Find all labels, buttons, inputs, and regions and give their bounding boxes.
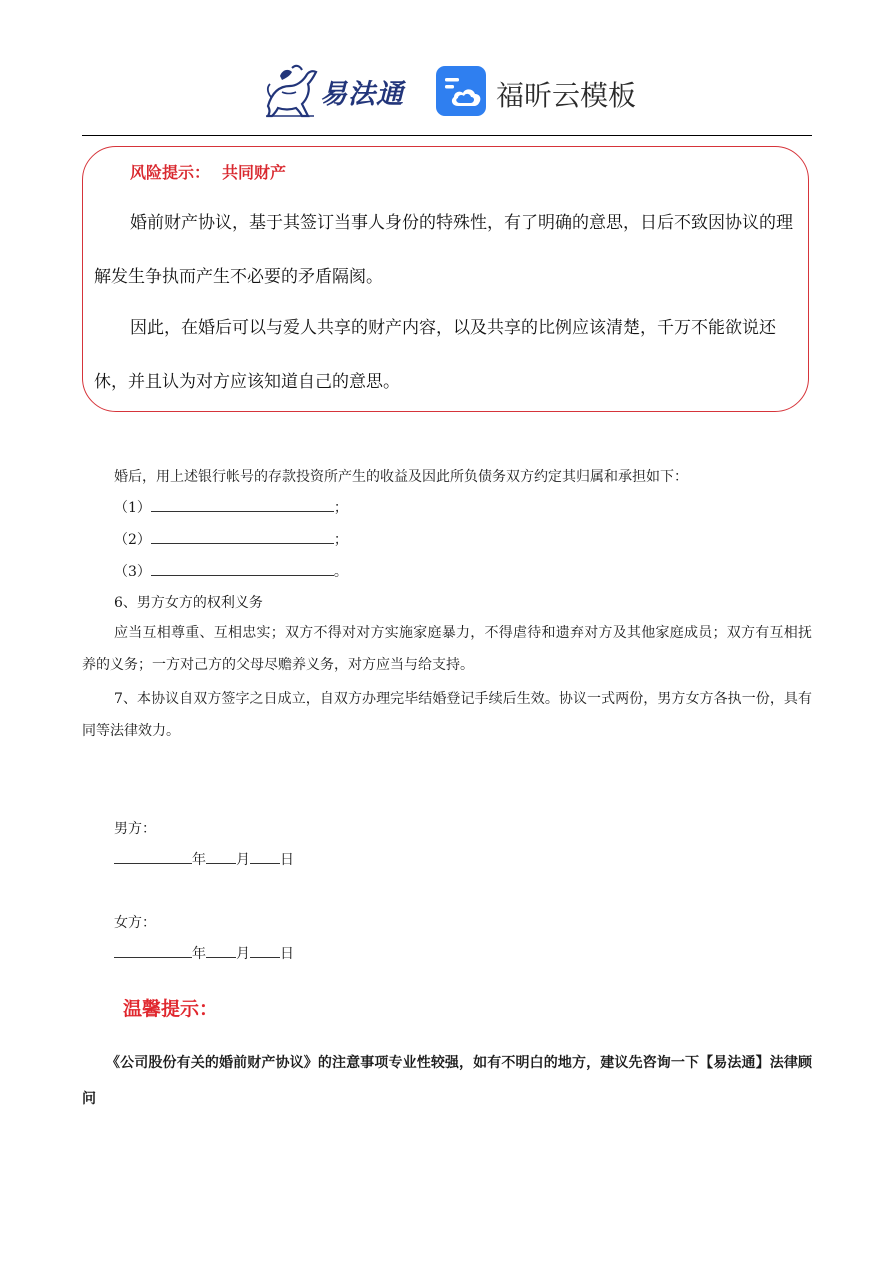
item-number: （1） [114,500,151,516]
fill-blank-line[interactable] [151,529,334,544]
risk-tip-label: 风险提示： [130,163,211,182]
yifatong-logo [262,62,412,118]
section-7-text: 7、本协议自双方签字之日成立，自双方办理完毕结婚登记手续后生效。协议一式两份，男方女方各执一份，具有同等法律效力。 [82,691,812,739]
item-number: （3） [114,564,151,580]
section-6-text: 应当互相尊重、互相忠实；双方不得对对方实施家庭暴力，不得虐待和遗弃对方及其他家庭成员；双方有互相抚养的义务；一方对己方的父母尽赡养义务，对方应当与给支持。 [82,625,812,673]
fill-blank-line[interactable] [151,561,334,576]
list-item [114,561,348,581]
month-blank[interactable] [206,849,236,864]
warm-tip-title: 温馨提示： [123,998,219,1020]
month-label: 月 [236,852,250,868]
male-party-label: 男方： [114,821,156,837]
list-item [114,497,348,517]
fill-blank-line[interactable] [151,497,334,512]
day-label: 日 [280,852,294,868]
qilin-emblem-icon [262,62,320,118]
day-blank[interactable] [250,849,280,864]
risk-tip-paragraph: 因此，在婚后可以与爱人共享的财产内容，以及共享的比例应该清楚，千万不能欲说还休，并且认为对方应该知道自己的意思。 [94,318,776,392]
year-label: 年 [192,852,206,868]
item-end-punct: 。 [333,564,348,580]
female-sign-date [114,943,294,963]
fuxin-brand-text: 福昕云模板 [496,79,637,112]
day-label: 日 [280,946,294,962]
income-intro-text: 婚后，用上述银行帐号的存款投资所产生的收益及因此所负债务双方约定其归属和承担如下： [114,469,688,485]
year-blank[interactable] [114,849,192,864]
day-blank[interactable] [250,943,280,958]
female-party-label: 女方： [114,915,156,931]
item-number: （2） [114,532,151,548]
section-6-heading: 6、男方女方的权利义务 [114,595,263,611]
month-blank[interactable] [206,943,236,958]
yifatong-brand-text: 易法通 [320,79,404,110]
risk-tip-title [130,160,286,183]
item-end-punct: ； [333,500,348,516]
page-header [0,0,893,136]
risk-tip-paragraph: 婚前财产协议，基于其签订当事人身份的特殊性，有了明确的意思，日后不致因协议的理解发生争执而产生不必要的矛盾隔阂。 [94,213,793,287]
risk-tip-topic: 共同财产 [222,163,287,182]
year-blank[interactable] [114,943,192,958]
warm-tip-text: 《公司股份有关的婚前财产协议》的注意事项专业性较强，如有不明白的地方，建议先咨询一下【易法通】法律顾问 [82,1055,812,1107]
year-label: 年 [192,946,206,962]
month-label: 月 [236,946,250,962]
male-sign-date [114,849,294,869]
header-divider [82,135,812,136]
cloud-document-icon [436,66,486,116]
item-end-punct: ； [333,532,348,548]
list-item [114,529,348,549]
